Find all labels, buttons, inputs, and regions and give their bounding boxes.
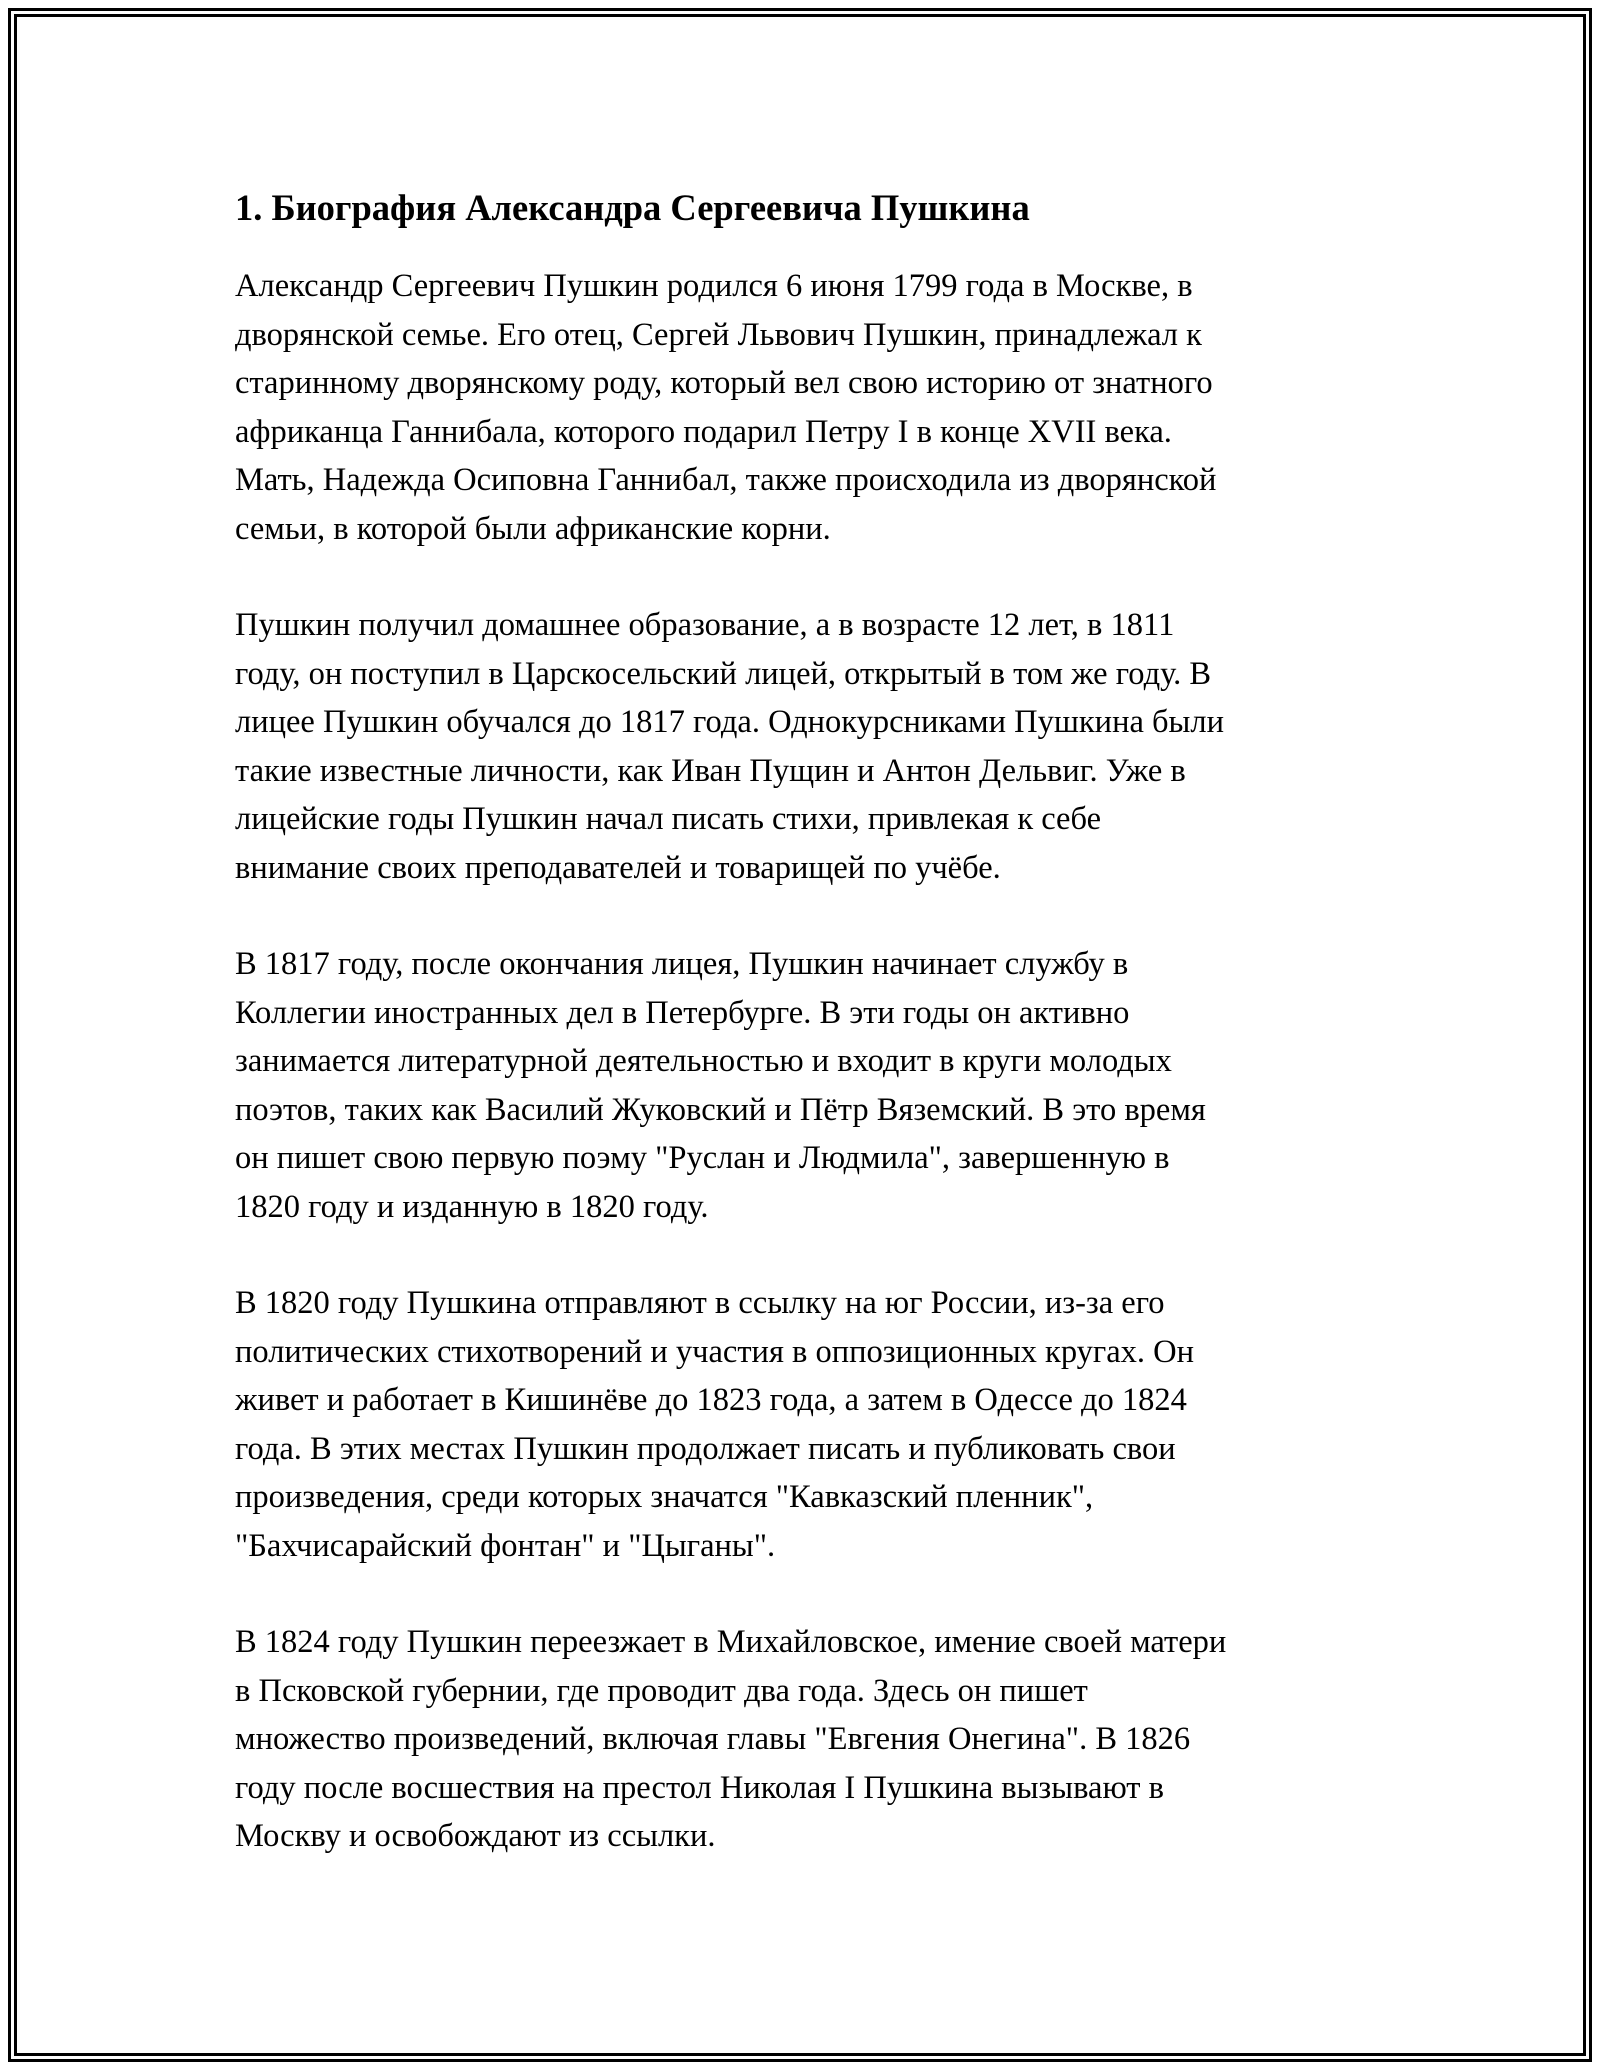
text-line: Москву и освобождают из ссылки. xyxy=(235,1818,716,1854)
text-line: он пишет свою первую поэму "Руслан и Людмила", завершенную в xyxy=(235,1140,1170,1176)
text-line: занимается литературной деятельностью и входит в круги молодых xyxy=(235,1043,1172,1079)
text-line: Пушкин получил домашнее образование, а в возрасте 12 лет, в 1811 xyxy=(235,607,1175,643)
text-line: Мать, Надежда Осиповна Ганнибал, также происходила из дворянской xyxy=(235,462,1217,498)
text-line: семьи, в которой были африканские корни. xyxy=(235,510,831,547)
text-line: 1820 году и изданную в 1820 году. xyxy=(235,1188,709,1225)
text-line: Коллегии иностранных дел в Петербурге. В эти годы он активно xyxy=(235,994,1130,1031)
text-line: произведения, среди которых значатся "Кавказский пленник", xyxy=(235,1479,1094,1515)
text-line: такие известные личности, как Иван Пущин и Антон Дельвиг. Уже в xyxy=(235,752,1186,789)
text-line: году после восшествия на престол Николая I Пушкина вызывают в xyxy=(235,1769,1164,1806)
text-line: лицее Пушкин обучался до 1817 года. Однокурсниками Пушкина были xyxy=(235,704,1224,740)
text-line: африканца Ганнибала, которого подарил Петру I в конце XVII века. xyxy=(235,413,1172,450)
text-line: множество произведений, включая главы "Евгения Онегина". В 1826 xyxy=(235,1721,1191,1757)
text-line: года. В этих местах Пушкин продолжает писать и публиковать свои xyxy=(235,1430,1176,1467)
text-line: дворянской семье. Его отец, Сергей Львович Пушкин, принадлежал к xyxy=(235,316,1202,353)
paragraph-birth xyxy=(235,262,1375,553)
text-line: старинному дворянскому роду, который вел свою историю от знатного xyxy=(235,365,1213,401)
paragraph-service xyxy=(235,940,1375,1231)
text-line: В 1824 году Пушкин переезжает в Михайловское, имение своей матери xyxy=(235,1624,1227,1660)
text-line: году, он поступил в Царскосельский лицей, открытый в том же году. В xyxy=(235,655,1212,692)
document-body xyxy=(235,184,1375,1909)
text-line: лицейские годы Пушкин начал писать стихи, привлекая к себе xyxy=(235,801,1102,837)
paragraph-exile xyxy=(235,1279,1375,1570)
text-line: политических стихотворений и участия в оппозиционных кругах. Он xyxy=(235,1333,1195,1370)
paragraph-mikhailovskoye xyxy=(235,1618,1375,1861)
text-line: живет и работает в Кишинёве до 1823 года, а затем в Одессе до 1824 xyxy=(235,1382,1187,1418)
text-line: Александр Сергеевич Пушкин родился 6 июня 1799 года в Москве, в xyxy=(235,268,1193,304)
text-line: поэтов, таких как Василий Жуковский и Пётр Вяземский. В это время xyxy=(235,1091,1206,1128)
text-line: "Бахчисарайский фонтан" и "Цыганы". xyxy=(235,1527,776,1564)
text-line: В 1817 году, после окончания лицея, Пушкин начинает службу в xyxy=(235,946,1129,982)
text-line: в Псковской губернии, где проводит два года. Здесь он пишет xyxy=(235,1672,1088,1709)
paragraph-education xyxy=(235,601,1375,892)
text-line: В 1820 году Пушкина отправляют в ссылку на юг России, из-за его xyxy=(235,1285,1165,1321)
text-line: внимание своих преподавателей и товарищей по учёбе. xyxy=(235,849,1001,886)
section-heading: 1. Биография Александра Сергеевича Пушкина xyxy=(235,187,1030,228)
